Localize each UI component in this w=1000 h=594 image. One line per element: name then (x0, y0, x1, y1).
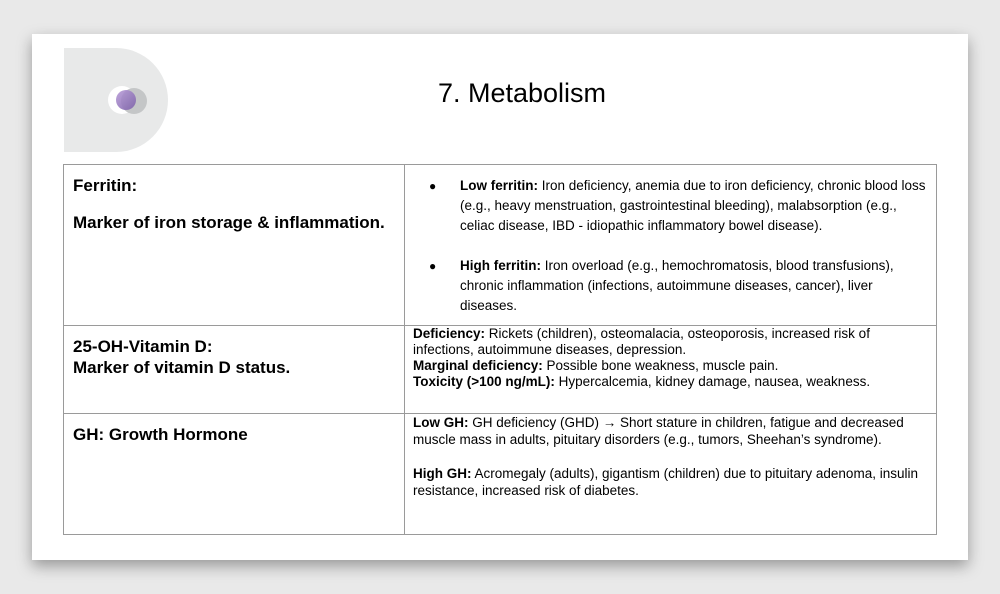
bullet-icon: ● (429, 259, 437, 273)
item-label: Toxicity (>100 ng/mL): (413, 374, 555, 389)
item-label: Low ferritin: (460, 178, 538, 193)
item-text: Acromegaly (adults), gigantism (children) due to pituitary adenoma, insulin resistance, increased risk of diabetes. (413, 466, 918, 498)
item-label: Deficiency: (413, 326, 486, 341)
item-label: High GH: (413, 466, 472, 481)
item-label: Marginal deficiency: (413, 358, 543, 373)
bullet-icon: ● (429, 179, 437, 193)
vitamin-d-name: 25-OH-Vitamin D: (73, 337, 213, 356)
gh-name-cell (64, 414, 405, 535)
ferritin-list (413, 165, 928, 325)
page-title: 7. Metabolism (437, 78, 607, 108)
item-text: GH deficiency (GHD) → Short stature in children, fatigue and decreased muscle mass in adults, pituitary disorders (e.g., tumors, Sheehan’s syndrome). (413, 415, 904, 447)
item-text: Iron overload (e.g., hemochromatosis, blood transfusions), chronic inflammation (infections, autoimmune diseases, cancer), liver diseases. (460, 258, 894, 313)
list-item (413, 414, 928, 448)
gh-name: GH: Growth Hormone (73, 425, 248, 444)
table-row (64, 326, 937, 414)
list-item (413, 326, 928, 358)
vitamin-d-name-cell (64, 326, 405, 414)
vitamin-d-description: Marker of vitamin D status. (73, 358, 291, 377)
list-item (413, 374, 928, 390)
ferritin-name-cell (64, 165, 405, 326)
list-item (413, 256, 928, 316)
gh-detail-cell (405, 414, 937, 535)
ferritin-name: Ferritin: (73, 176, 138, 195)
ferritin-detail-cell (405, 165, 937, 326)
item-text: Iron deficiency, anemia due to iron deficiency, chronic blood loss (e.g., heavy menstruation, gastrointestinal bleeding), malabsorption (e.g., celiac disease, IBD - idiopathic inflammatory bowel disease). (460, 178, 926, 233)
table-row (64, 165, 937, 326)
list-item (413, 358, 928, 374)
item-text: Hypercalcemia, kidney damage, nausea, weakness. (554, 374, 871, 389)
item-label: High ferritin: (460, 258, 541, 273)
list-item (413, 176, 928, 236)
item-label: Low GH: (413, 415, 469, 430)
list-item (413, 465, 928, 499)
item-text: Rickets (children), osteomalacia, osteoporosis, increased risk of infections, autoimmune diseases, depression. (413, 326, 870, 357)
vitamin-d-detail-cell (405, 326, 937, 414)
table-row (64, 414, 937, 535)
ferritin-description: Marker of iron storage & inflammation. (73, 213, 385, 232)
item-text: Possible bone weakness, muscle pain. (542, 358, 779, 373)
marker-table (63, 164, 937, 535)
slide (32, 34, 968, 560)
